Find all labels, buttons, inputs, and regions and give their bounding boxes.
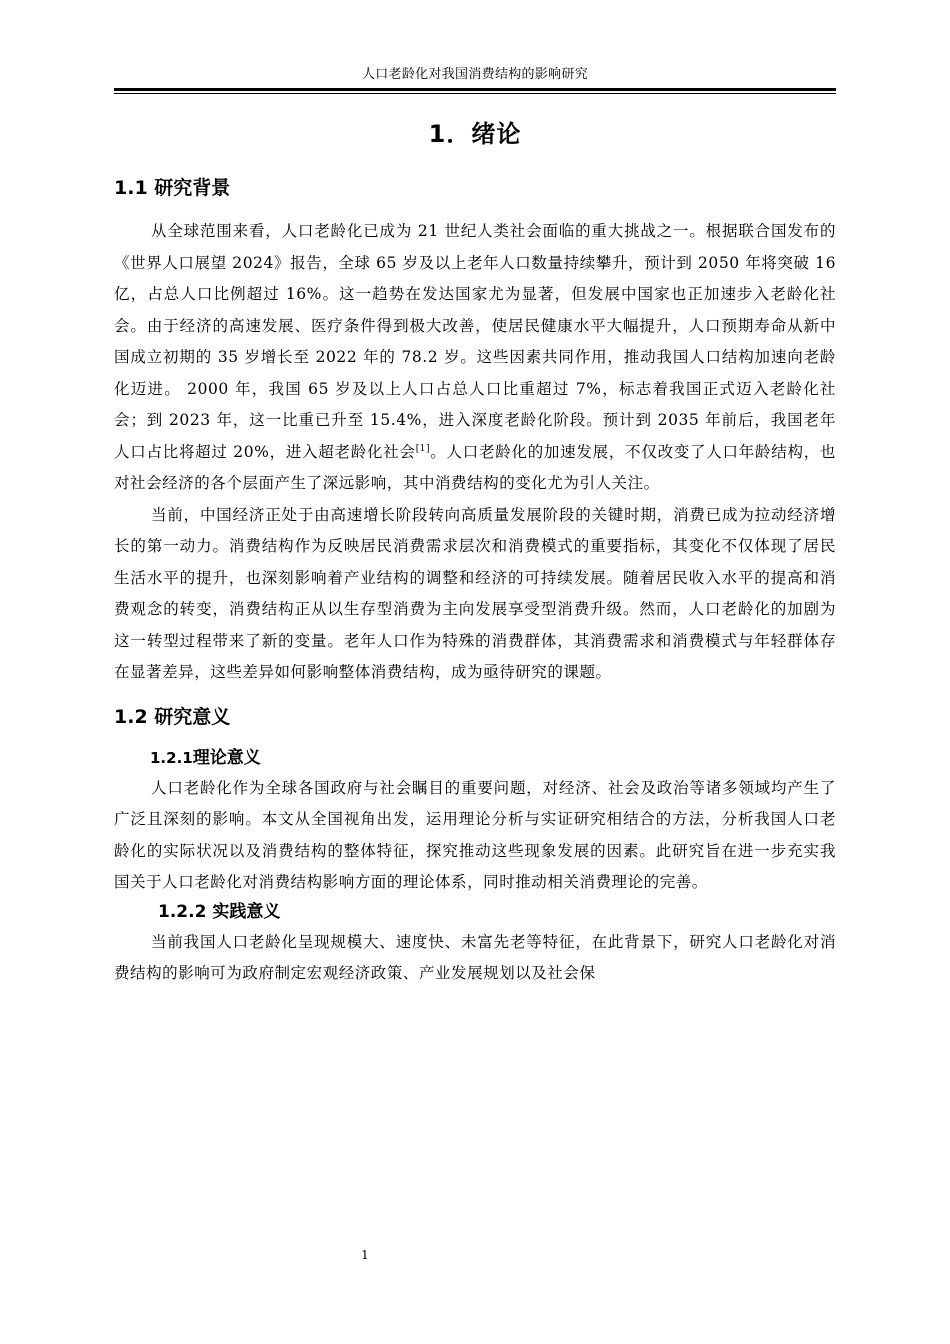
subsection-title: 理论意义 <box>192 747 261 768</box>
paragraph-background-1 <box>114 216 836 500</box>
header-rule-thin <box>114 93 836 94</box>
subsection-heading-theoretical-significance <box>150 745 836 771</box>
running-header: 人口老龄化对我国消费结构的影响研究 <box>361 67 589 82</box>
citation-link[interactable]: [1] <box>415 443 431 454</box>
paragraph-text: 。人口老龄化的加速发展，不仅改变了人口年龄结构，也对社会经济的各个层面产生了深远影响，其中消费结构的变化尤为引人关注。 <box>114 442 836 492</box>
paragraph-background-2: 当前，中国经济正处于由高速增长阶段转向高质量发展阶段的关键时期，消费已成为拉动经济增长的第一动力。消费结构作为反映居民消费需求层次和消费模式的重要指标，其变化不仅体现了居民生活水平的提升，也深刻影响着产业结构的调整和经济的可持续发展。随着居民收入水平的提高和消费观念的转变，消费结构正从以生存型消费为主向发展享受型消费升级。然而，人口老龄化的加剧为这一转型过程带来了新的变量。老年人口作为特殊的消费群体，其消费需求和消费模式与年轻群体存在显著差异，这些差异如何影响整体消费结构，成为亟待研究的课题。 <box>114 505 836 681</box>
paragraph-practical-significance: 当前我国人口老龄化呈现规模大、速度快、未富先老等特征，在此背景下，研究人口老龄化对消费结构的影响可为政府制定宏观经济政策、产业发展规划以及社会保 <box>114 932 836 982</box>
subsection-number: 1.2.1 <box>150 748 193 767</box>
header-rule-thick <box>114 88 836 91</box>
section-heading-research-background: 1.1 研究背景 <box>114 177 231 199</box>
subsection-heading-practical-significance: 1.2.2 实践意义 <box>158 901 281 922</box>
section-heading-research-significance: 1.2 研究意义 <box>114 705 231 728</box>
paragraph-theoretical-significance: 人口老龄化作为全球各国政府与社会瞩目的重要问题，对经济、社会及政治等诸多领域均产生了广泛且深刻的影响。本文从全国视角出发，运用理论分析与实证研究相结合的方法，分析我国人口老龄化的实际状况以及消费结构的整体特征，探究推动这些现象发展的因素。此研究旨在进一步充实我国关于人口老龄化对消费结构影响方面的理论体系，同时推动相关消费理论的完善。 <box>114 778 836 891</box>
paragraph-text: 从全球范围来看，人口老龄化已成为 21 世纪人类社会面临的重大挑战之一。根据联合国发布的《世界人口展望 2024》报告，全球 65 岁及以上老年人口数量持续攀升，预计到 2050 年将突破 16 亿，占总人口比例超过 16%。这一趋势在发达国家尤为显著，但发展中国家也正加速步入老龄化社会。由于经济的高速发展、医疗条件得到极大改善，使居民健康水平大幅提升，人口预期寿命从新中国成立初期的 35 岁增长至 2022 年的 78.2 岁。这些因素共同作用，推动我国人口结构加速向老龄化迈进。 2000 年，我国 65 岁及以上人口占总人口比重超过 7%，标志着我国正式迈入老龄化社会；到 2023 年，这一比重已升至 15.4%，进入深度老龄化阶段。预计到 2035 年前后，我国老年人口占比将超过 20%，进入超老龄化社会 <box>114 222 836 461</box>
chapter-title: 1．绪论 <box>428 120 522 148</box>
page-number: 1 <box>361 1248 369 1262</box>
main-content <box>114 112 836 990</box>
